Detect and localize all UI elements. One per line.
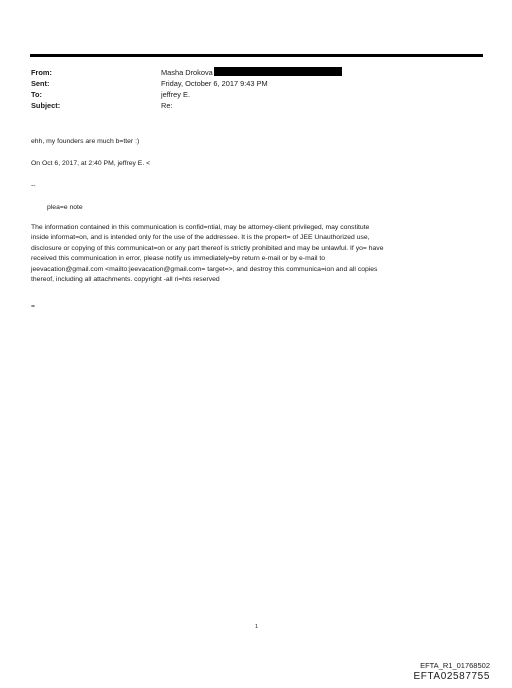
disclaimer-line: received this communication in error, please notify us immediately=by return e-mail or by e-mail to bbox=[31, 255, 326, 263]
redaction-box bbox=[214, 67, 342, 76]
end-marker: = bbox=[31, 303, 35, 310]
reply-text: ehh, my founders are much b=tter :) bbox=[31, 138, 140, 145]
sent-value: Friday, October 6, 2017 9:43 PM bbox=[161, 79, 268, 88]
efta-id-secondary: EFTA02587755 bbox=[413, 671, 490, 682]
disclaimer-line: jeevacation@gmail.com <mailto:jeevacation@gmail.com= target=>, and destroy this communica=ion and all copies bbox=[31, 265, 378, 273]
to-value: jeffrey E. bbox=[161, 90, 191, 99]
page-number: 1 bbox=[255, 624, 259, 630]
to-row bbox=[31, 89, 491, 100]
dash-marker: -- bbox=[31, 182, 36, 189]
from-value bbox=[161, 67, 342, 78]
efta-id-primary: EFTA_R1_01768502 bbox=[420, 661, 490, 670]
from-row bbox=[31, 67, 491, 78]
email-header bbox=[31, 67, 491, 111]
disclaimer-line: thereof, including all attachments. copyright -all ri=hts reserved bbox=[31, 276, 220, 284]
sender-name: Masha Drokova bbox=[161, 68, 213, 77]
sent-label: Sent: bbox=[31, 79, 50, 88]
sent-row bbox=[31, 78, 491, 89]
disclaimer-block bbox=[31, 223, 481, 285]
from-label: From: bbox=[31, 68, 52, 77]
header-divider bbox=[30, 54, 483, 57]
subject-row bbox=[31, 100, 491, 111]
to-label: To: bbox=[31, 90, 42, 99]
quote-intro: On Oct 6, 2017, at 2:40 PM, jeffrey E. < bbox=[31, 160, 151, 167]
disclaimer-line: inside informat=on, and is intended only for the use of the addressee. It is the propert= of JEE Unauthorized use, bbox=[31, 234, 370, 242]
note-text: plea=e note bbox=[47, 204, 83, 211]
disclaimer-line: The information contained in this communication is confid=ntial, may be attorney-client privileged, may constitute bbox=[31, 224, 370, 231]
disclaimer-line: disclosure or copying of this communicat=on or any part thereof is strictly prohibited and may be unlawful. If yo= have bbox=[31, 244, 384, 252]
subject-value: Re: bbox=[161, 101, 173, 110]
subject-label: Subject: bbox=[31, 101, 61, 110]
